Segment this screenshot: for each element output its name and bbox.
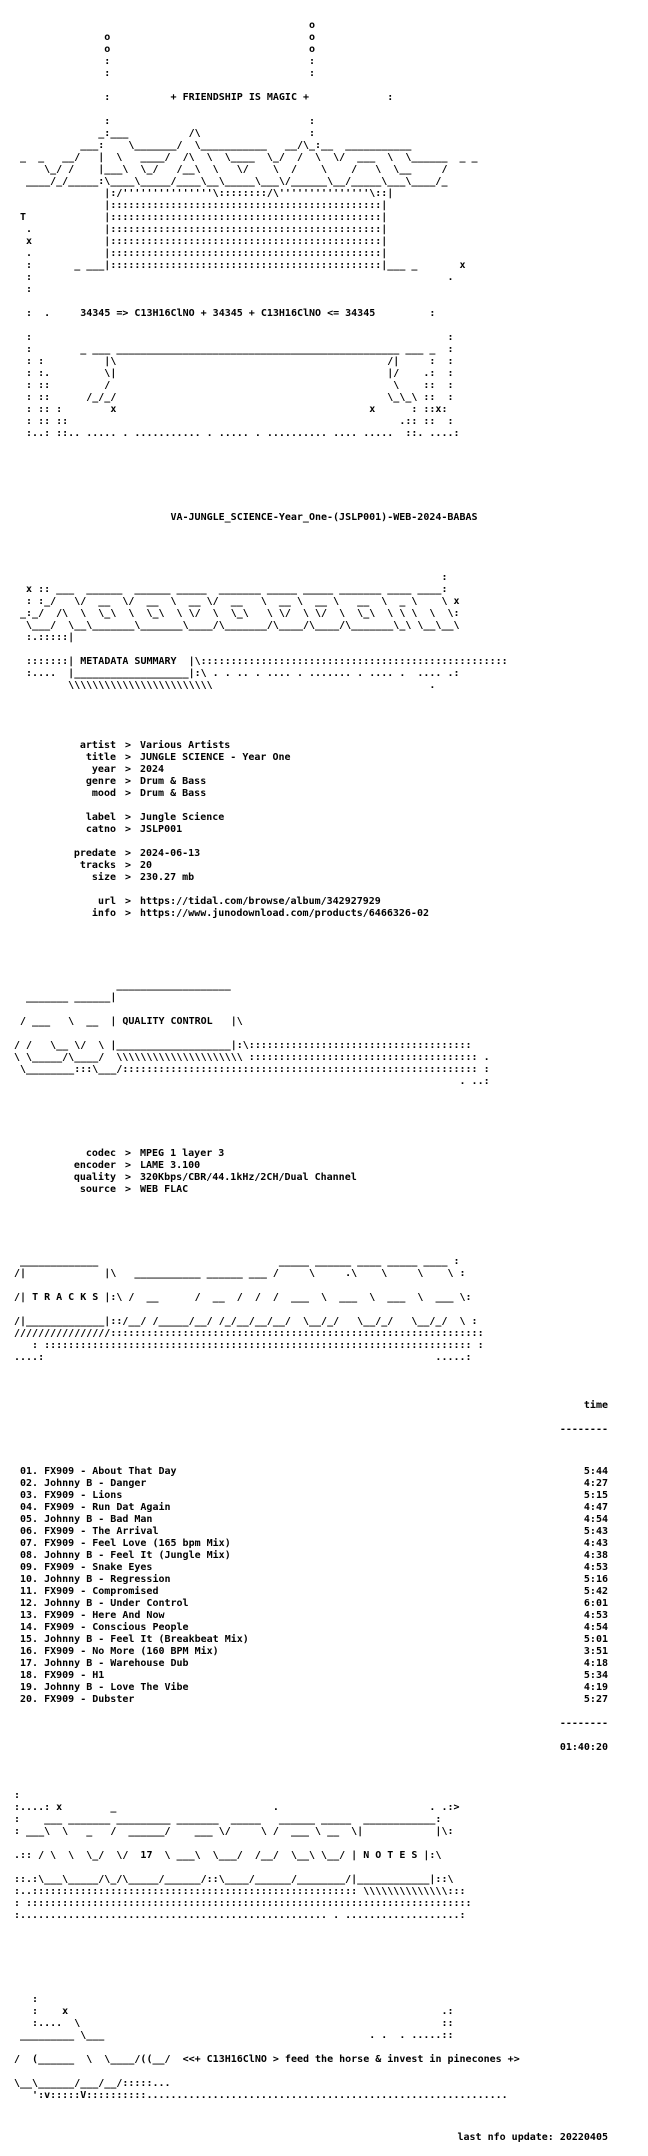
metadata-value: Various Artists: [140, 740, 231, 751]
metadata-separator: >: [124, 740, 132, 751]
metadata-row: [14, 872, 634, 884]
metadata-value: 2024-06-13: [140, 848, 201, 859]
metadata-row: [14, 908, 634, 920]
track-row: [14, 1646, 634, 1658]
metadata-key: title: [85, 752, 116, 763]
track-time: 4:54: [583, 1622, 608, 1633]
metadata-key: url: [97, 896, 116, 907]
notes-title-line: .:: / \ \ \_/ \/ 17 \ ___\ \___/ /__/ \__\ \__/ | N O T E S |:\: [14, 1850, 442, 1861]
track-title: 14. FX909 - Conscious People: [20, 1622, 189, 1633]
quality-art-top: ___________________ _______ ______|: [26, 980, 231, 1003]
track-title: 07. FX909 - Feel Love (165 bpm Mix): [20, 1538, 231, 1549]
quality-key: codec: [85, 1148, 116, 1159]
metadata-separator: >: [124, 776, 132, 787]
header-art-bottom: : : : _ ___ _______________________________________________ ___ _ : : : |\ /| : : : :. \| |/ .: : : :: / \ :: : : :: /_/_/ \_\_\ :: : : :: : x x : ::x: : :: :: .:: :: : :..: ::.. ..... . ........... . ..... . .......... .... ..... ::. ....:: [26, 332, 460, 439]
nfo-document: [14, 8, 634, 2156]
quality-value: 320Kbps/CBR/44.1kHz/2CH/Dual Channel: [140, 1172, 357, 1183]
metadata-separator: >: [124, 812, 132, 823]
tracks-art-bottom: /|_____________|::/__/ /_____/__/ /_/__/__/__/ \__/_/ \__/_/ \__/_/ \ : ////////////////:::::::::::::::::::::::::::::::::::::::::::::::::::::::::::::: : ::::::::::::::::::::::::::::::::::::::::::::::::::::::::::::::::::::::: : ....: .....:: [14, 1316, 484, 1363]
track-title: 11. FX909 - Compromised: [20, 1586, 159, 1597]
track-title: 03. FX909 - Lions: [20, 1490, 123, 1501]
metadata-key: artist: [79, 740, 116, 751]
metadata-key: genre: [85, 776, 116, 787]
track-time: 4:43: [583, 1538, 608, 1549]
metadata-value: 2024: [140, 764, 165, 775]
track-time: 4:27: [583, 1478, 608, 1489]
metadata-value: 230.27 mb: [140, 872, 195, 883]
track-row: [14, 1622, 634, 1634]
track-row: [14, 1550, 634, 1562]
metadata-key: [14, 884, 116, 896]
metadata-separator: [116, 800, 140, 812]
footer-art-top: : : x .: :.... \ :: _________ \___ . . . .....::: [20, 1994, 454, 2041]
tracklist-total: 01:40:20: [559, 1742, 608, 1753]
track-title: 05. Johnny B - Bad Man: [20, 1514, 153, 1525]
metadata-separator: >: [124, 872, 132, 883]
header-banner: + FRIENDSHIP IS MAGIC +: [170, 92, 310, 103]
track-time: 4:53: [583, 1610, 608, 1621]
header-art-logo: : : _:___ /\ : ___: \_______/ \___________ __/\_:__ ___________ _ _ __/ | \ ____/ /\ \ \____ \_/ / \ \/ ___ \ \______ _ _ \_/ / |___\ \_/ /__\ \ \/ \ / \ / \ \__ / ____/_/_____:\____\_____/____\__\_____\___\/______\__/_____\___\____/_ |:/'''''''''''''''\::::::::/\'''''''''''''''\::| |:::::::::::::::::::::::::::::::::::::::::::::| T |:::::::::::::::::::::::::::::::::::::::::::::| . |:::::::::::::::::::::::::::::::::::::::::::::| x |:::::::::::::::::::::::::::::::::::::::::::::| . |:::::::::::::::::::::::::::::::::::::::::::::| : _ ___|:::::::::::::::::::::::::::::::::::::::::::::|___ _ x : . :: [20, 116, 478, 295]
metadata-key: [14, 836, 116, 848]
track-row: [14, 1670, 634, 1682]
metadata-row: [14, 812, 634, 824]
tracks-art-top: _____________ _____ ______ ____ _____ ____ : /| |\ ___________ ______ ___ / \ .\ \ \ \ :: [14, 1256, 466, 1279]
metadata-title: METADATA SUMMARY: [80, 656, 177, 667]
footer-tagline: <<+ C13H16ClNO > feed the horse & invest in pinecones +>: [182, 2054, 520, 2065]
metadata-row: [14, 764, 634, 776]
quality-list: [14, 1148, 634, 1196]
track-title: 13. FX909 - Here And Now: [20, 1610, 165, 1621]
track-time: 3:51: [583, 1646, 608, 1657]
metadata-key: tracks: [79, 860, 116, 871]
quality-key: source: [79, 1184, 116, 1195]
metadata-title-line: :::::::| METADATA SUMMARY |\::::::::::::::::::::::::::::::::::::::::::::::::::: :.... |___________________|:\ . . .. . .... . ....... . .... . .... .: \\\\\\\\\\\\\\\\\\\\\\\\ .: [14, 656, 508, 691]
footer-art-bottom: \__\______/___/__/:::::... ':v:::::V::::::::::............................................................: [14, 2078, 508, 2101]
metadata-key: [14, 800, 116, 812]
quality-separator: >: [124, 1172, 132, 1183]
track-row: [14, 1514, 634, 1526]
metadata-separator: [116, 884, 140, 896]
track-title: 01. FX909 - About That Day: [20, 1466, 177, 1477]
metadata-separator: >: [124, 752, 132, 763]
track-title: 18. FX909 - H1: [20, 1670, 105, 1681]
quality-separator: >: [124, 1184, 132, 1195]
quality-row: [14, 1148, 634, 1160]
metadata-row: [14, 788, 634, 800]
track-title: 04. FX909 - Run Dat Again: [20, 1502, 171, 1513]
track-time: 4:38: [583, 1550, 608, 1561]
track-row: [14, 1682, 634, 1694]
notes-art-top: : :....: x _ . . .:> : ___ _______ _________ _______ _____ ______ _____ ____________: : ___\ \ _ / ______/ ___ \/ \ / ___ \ __ \| |\:: [14, 1790, 460, 1837]
track-title: 19. Johnny B - Love The Vibe: [20, 1682, 189, 1693]
track-title: 08. Johnny B - Feel It (Jungle Mix): [20, 1550, 231, 1561]
track-title: 15. Johnny B - Feel It (Breakbeat Mix): [20, 1634, 249, 1645]
metadata-row: [14, 740, 634, 752]
metadata-row: [14, 836, 634, 848]
track-title: 09. FX909 - Snake Eyes: [20, 1562, 153, 1573]
quality-row: [14, 1172, 634, 1184]
track-row: [14, 1586, 634, 1598]
track-title: 20. FX909 - Dubster: [20, 1694, 135, 1705]
track-time: 5:01: [583, 1634, 608, 1645]
track-row: [14, 1490, 634, 1502]
metadata-row: [14, 860, 634, 872]
track-time: 5:44: [583, 1466, 608, 1477]
track-title: 02. Johnny B - Danger: [20, 1478, 147, 1489]
track-title: 12. Johnny B - Under Control: [20, 1598, 189, 1609]
quality-value: LAME 3.100: [140, 1160, 201, 1171]
track-time: 4:53: [583, 1562, 608, 1573]
track-row: [14, 1574, 634, 1586]
quality-value: MPEG 1 layer 3: [140, 1148, 225, 1159]
metadata-value: Jungle Science: [140, 812, 225, 823]
metadata-row: [14, 896, 634, 908]
metadata-key: predate: [73, 848, 116, 859]
metadata-key: info: [91, 908, 116, 919]
track-title: 10. Johnny B - Regression: [20, 1574, 171, 1585]
metadata-list: [14, 740, 634, 920]
metadata-value: JSLP001: [140, 824, 183, 835]
metadata-value: 20: [140, 860, 153, 871]
track-time: 5:15: [583, 1490, 608, 1501]
metadata-key: year: [91, 764, 116, 775]
metadata-key: mood: [91, 788, 116, 799]
quality-row: [14, 1184, 634, 1196]
metadata-separator: >: [124, 908, 132, 919]
quality-key: quality: [73, 1172, 116, 1183]
metadata-separator: [116, 836, 140, 848]
track-row: [14, 1478, 634, 1490]
track-row: [14, 1658, 634, 1670]
footer-tagline-line: / (______ \ \____/((__/ <<+ C13H16ClNO > feed the horse & invest in pinecones +>: [14, 2054, 520, 2065]
metadata-row: [14, 776, 634, 788]
metadata-separator: >: [124, 860, 132, 871]
metadata-row: [14, 884, 634, 896]
quality-art-bottom: / / \__ \/ \ |___________________|:\::::::::::::::::::::::::::::::::::::: \ \_____/\____/ \\\\\\\\\\\\\\\\\\\\\ :::::::::::::::::::::::::::::::::::::: . \________:::\___/::::::::::::::::::::::::::::::::::::::::::::::::::::::::::: : . ..:: [14, 1040, 490, 1087]
track-list: [14, 1466, 634, 1706]
metadata-value: JUNGLE SCIENCE - Year One: [140, 752, 291, 763]
notes-title: N O T E S: [363, 1850, 418, 1861]
quality-row: [14, 1160, 634, 1172]
metadata-value: https://tidal.com/browse/album/342927929: [140, 896, 381, 907]
quality-title: QUALITY CONTROL: [122, 1016, 213, 1027]
track-time: 4:54: [583, 1514, 608, 1525]
tracklist-header-rule: --------: [559, 1424, 608, 1435]
metadata-key: catno: [85, 824, 116, 835]
track-time: 5:16: [583, 1574, 608, 1585]
track-time: 5:43: [583, 1526, 608, 1537]
metadata-separator: >: [124, 764, 132, 775]
metadata-value: Drum & Bass: [140, 788, 207, 799]
last-update: last nfo update: 20220405: [457, 2132, 608, 2143]
metadata-value: Drum & Bass: [140, 776, 207, 787]
tracklist-time-header: time: [583, 1400, 608, 1411]
metadata-row: [14, 800, 634, 812]
track-row: [14, 1502, 634, 1514]
metadata-value: https://www.junodownload.com/products/6466326-02: [140, 908, 429, 919]
track-row: [14, 1466, 634, 1478]
track-time: 4:19: [583, 1682, 608, 1693]
metadata-key: label: [85, 812, 116, 823]
metadata-separator: >: [124, 788, 132, 799]
track-time: 5:34: [583, 1670, 608, 1681]
release-name: VA-JUNGLE_SCIENCE-Year_One-(JSLP001)-WEB-2024-BABAS: [170, 512, 478, 523]
track-row: [14, 1526, 634, 1538]
metadata-separator: >: [124, 848, 132, 859]
header-art-top: o o o o o : : : :: [104, 20, 316, 79]
track-row: [14, 1694, 634, 1706]
notes-art-bottom: ::.:\___\_____/\_/\_____/______/::\____/______/________/|____________|::\ :..:::::::::::::::::::::::::::::::::::::::::::::::::::::: \\\\\\\\\\\\\\::: : :::::::::::::::::::::::::::::::::::::::::::::::::::::::::::::::::::::::::: :................................................... . ...................:: [14, 1874, 472, 1921]
metadata-separator: >: [124, 896, 132, 907]
track-row: [14, 1538, 634, 1550]
track-title: 06. FX909 - The Arrival: [20, 1526, 159, 1537]
track-time: 4:47: [583, 1502, 608, 1513]
header-banner-line: : + FRIENDSHIP IS MAGIC + :: [14, 92, 394, 103]
metadata-art: : x :: ___ ______ ______ _____ _______ _____ _____ _______ ____ ____: : :_/ \/ __ \/ __ \ __ \/ __ \ __ \ __ \ __ \ _ \ \ x _:_/ /\ \ \_\ \ \_\ \ \/ \ \_\ \ \/ \ \/ \ \_\ \ \ \ \ \: \___/ \__\_______\_______\____/\_______/\____/\____/\_______\_\ \__\__\ :.:::::|: [20, 572, 460, 643]
track-time: 6:01: [583, 1598, 608, 1609]
track-row: [14, 1610, 634, 1622]
metadata-row: [14, 752, 634, 764]
metadata-row: [14, 848, 634, 860]
track-row: [14, 1634, 634, 1646]
metadata-row: [14, 824, 634, 836]
quality-key: encoder: [73, 1160, 116, 1171]
header-formula-line: : . 34345 => C13H16ClNO + 34345 + C13H16ClNO <= 34345 :: [14, 308, 436, 319]
quality-separator: >: [124, 1160, 132, 1171]
track-row: [14, 1562, 634, 1574]
tracks-title-line: /| T R A C K S |:\ / __ / __ / / / ___ \ ___ \ ___ \ ___ \:: [14, 1292, 472, 1303]
track-title: 16. FX909 - No More (160 BPM Mix): [20, 1646, 219, 1657]
metadata-key: size: [91, 872, 116, 883]
tracks-title: T R A C K S: [32, 1292, 99, 1303]
quality-value: WEB FLAC: [140, 1184, 189, 1195]
quality-title-line: / ___ \ __ | QUALITY CONTROL |\: [14, 1016, 243, 1027]
metadata-separator: >: [124, 824, 132, 835]
track-time: 5:42: [583, 1586, 608, 1597]
quality-separator: >: [124, 1148, 132, 1159]
header-formula: 34345 => C13H16ClNO + 34345 + C13H16ClNO <= 34345: [80, 308, 376, 319]
track-time: 5:27: [583, 1694, 608, 1705]
track-time: 4:18: [583, 1658, 608, 1669]
track-row: [14, 1598, 634, 1610]
track-title: 17. Johnny B - Warehouse Dub: [20, 1658, 189, 1669]
tracklist-total-rule: --------: [559, 1718, 608, 1729]
